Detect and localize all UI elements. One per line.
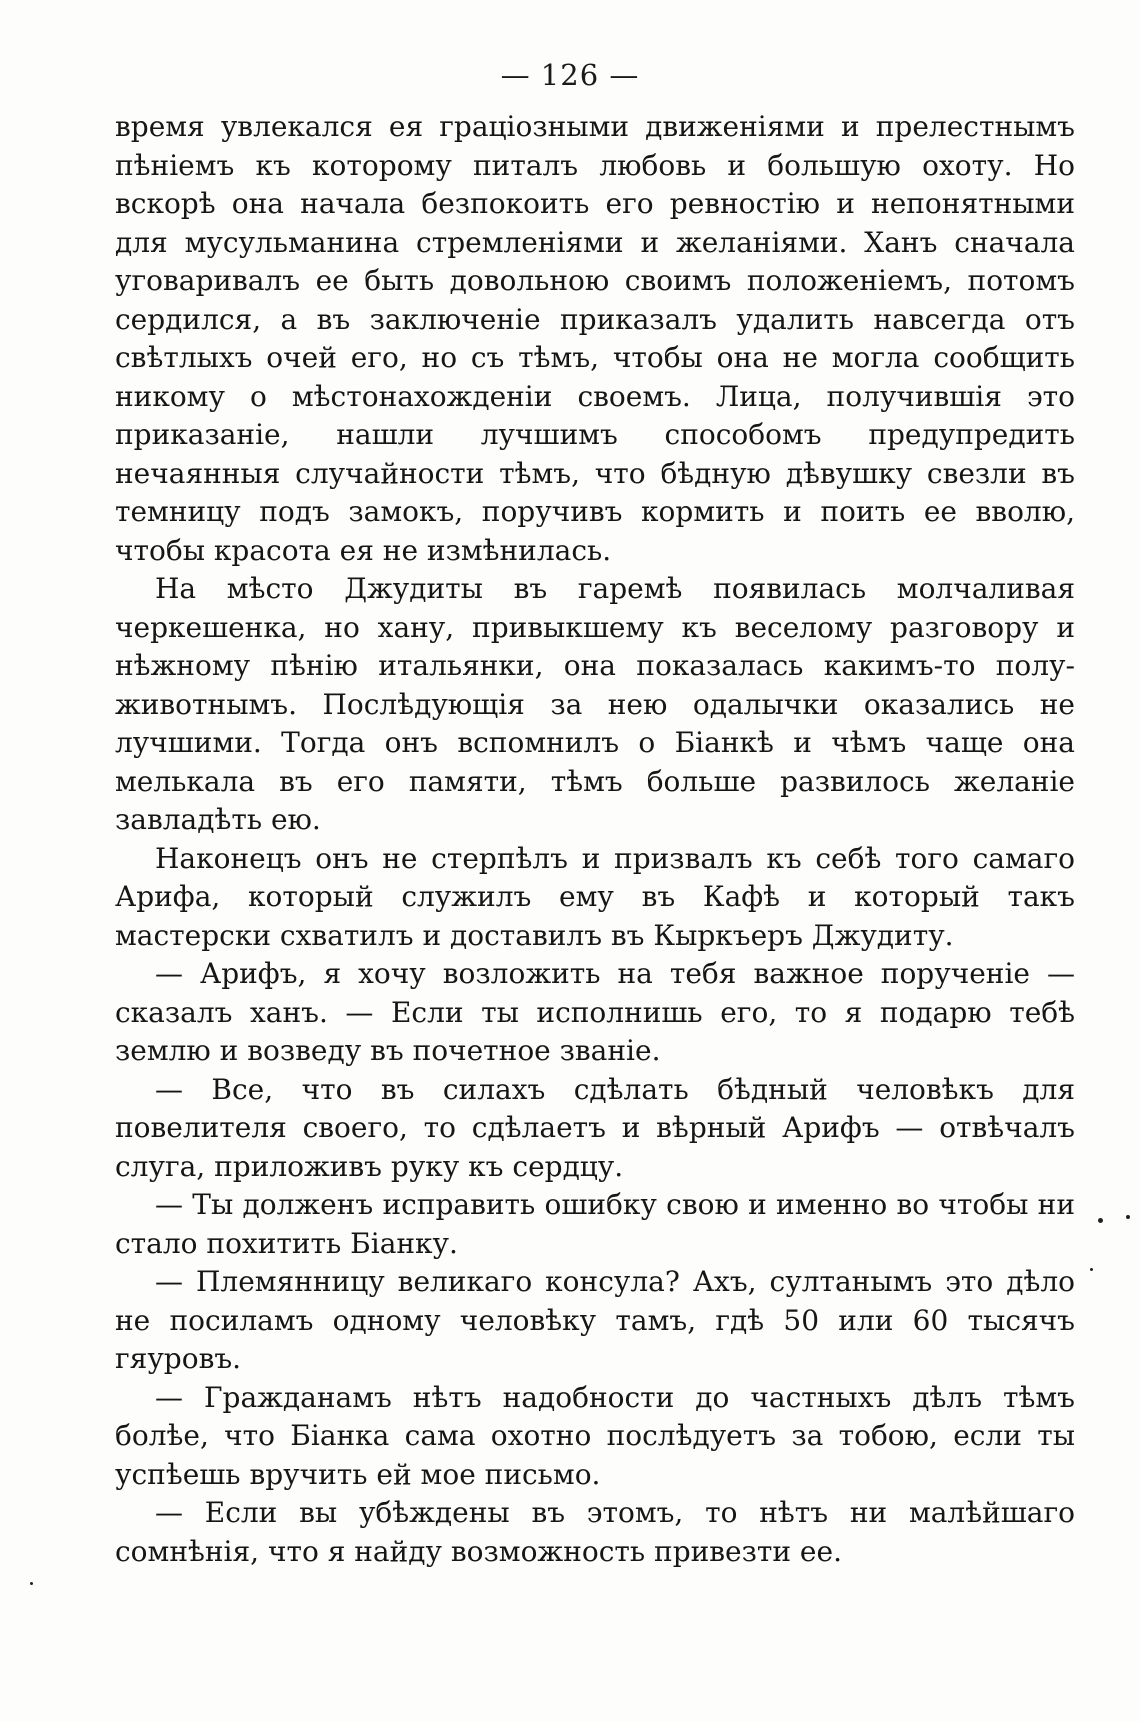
- paragraph-2: На мѣсто Джудиты въ гаремѣ появилась молчаливая черкешенка, но хану, привыкшему къ веселому разговору и нѣжному пѣнію итальянки, она показалась какимъ-то полу-животнымъ. Послѣдующія за нею одалычки оказались не лучшими. Тогда онъ вспомнилъ о Біанкѣ и чѣмъ чаще она мелькала въ его памяти, тѣмъ больше развилось желаніе завладѣть ею.: [115, 572, 1075, 836]
- body-text: [115, 108, 1075, 1571]
- paragraph-3: Наконецъ онъ не стерпѣлъ и призвалъ къ себѣ того самаго Арифа, который служилъ ему въ Кафѣ и который такъ мастерски схватилъ и доставилъ въ Кыркъеръ Джудиту.: [115, 841, 1075, 952]
- paragraph-6: — Ты долженъ исправить ошибку свою и именно во чтобы ни стало похитить Біанку.: [115, 1188, 1075, 1260]
- scan-speck: [1090, 1268, 1093, 1271]
- scan-speck: [1126, 1215, 1130, 1219]
- paragraph-5: — Все, что въ силахъ сдѣлать бѣдный человѣкъ для повелителя своего, то сдѣлаетъ и вѣрный Арифъ — отвѣчалъ слуга, приложивъ руку къ сердцу.: [115, 1072, 1075, 1183]
- page-number: — 126 —: [500, 58, 640, 92]
- scan-speck: [30, 1582, 33, 1585]
- paragraph-4: — Арифъ, я хочу возложить на тебя важное порученіе — сказалъ ханъ. — Если ты исполнишь его, то я подарю тебѣ землю и возведу въ почетное званіе.: [115, 957, 1075, 1067]
- paragraph-7: — Племянницу великаго консула? Ахъ, султанымъ это дѣло не посиламъ одному человѣку тамъ, гдѣ 50 или 60 тысячъ гяуровъ.: [115, 1265, 1075, 1375]
- paragraph-8: — Гражданамъ нѣтъ надобности до частныхъ дѣлъ тѣмъ болѣе, что Біанка сама охотно послѣдуетъ за тобою, если ты успѣешь вручить ей мое письмо.: [115, 1380, 1075, 1491]
- paragraph-9: — Если вы убѣждены въ этомъ, то нѣтъ ни малѣйшаго сомнѣнія, что я найду возможность привезти ее.: [115, 1496, 1075, 1568]
- scan-speck: [1098, 1218, 1103, 1223]
- paragraph-1: время увлекался ея граціозными движеніями и прелестнымъ пѣніемъ къ которому питалъ любовь и большую охоту. Но вскорѣ она начала безпокоить его ревностію и непонятными для мусульманина стремленіями и желаніями. Ханъ сначала уговаривалъ ее быть довольною своимъ положеніемъ, потомъ сердился, а въ заключеніе приказалъ удалить навсегда отъ свѣтлыхъ очей его, но съ тѣмъ, чтобы она не могла сообщить никому о мѣстонахожденіи своемъ. Лица, получившія это приказаніе, нашли лучшимъ способомъ предупредить нечаянныя случайности тѣмъ, что бѣдную дѣвушку свезли въ темницу подъ замокъ, поручивъ кормить и поить ее вволю, чтобы красота ея не измѣнилась.: [115, 110, 1075, 567]
